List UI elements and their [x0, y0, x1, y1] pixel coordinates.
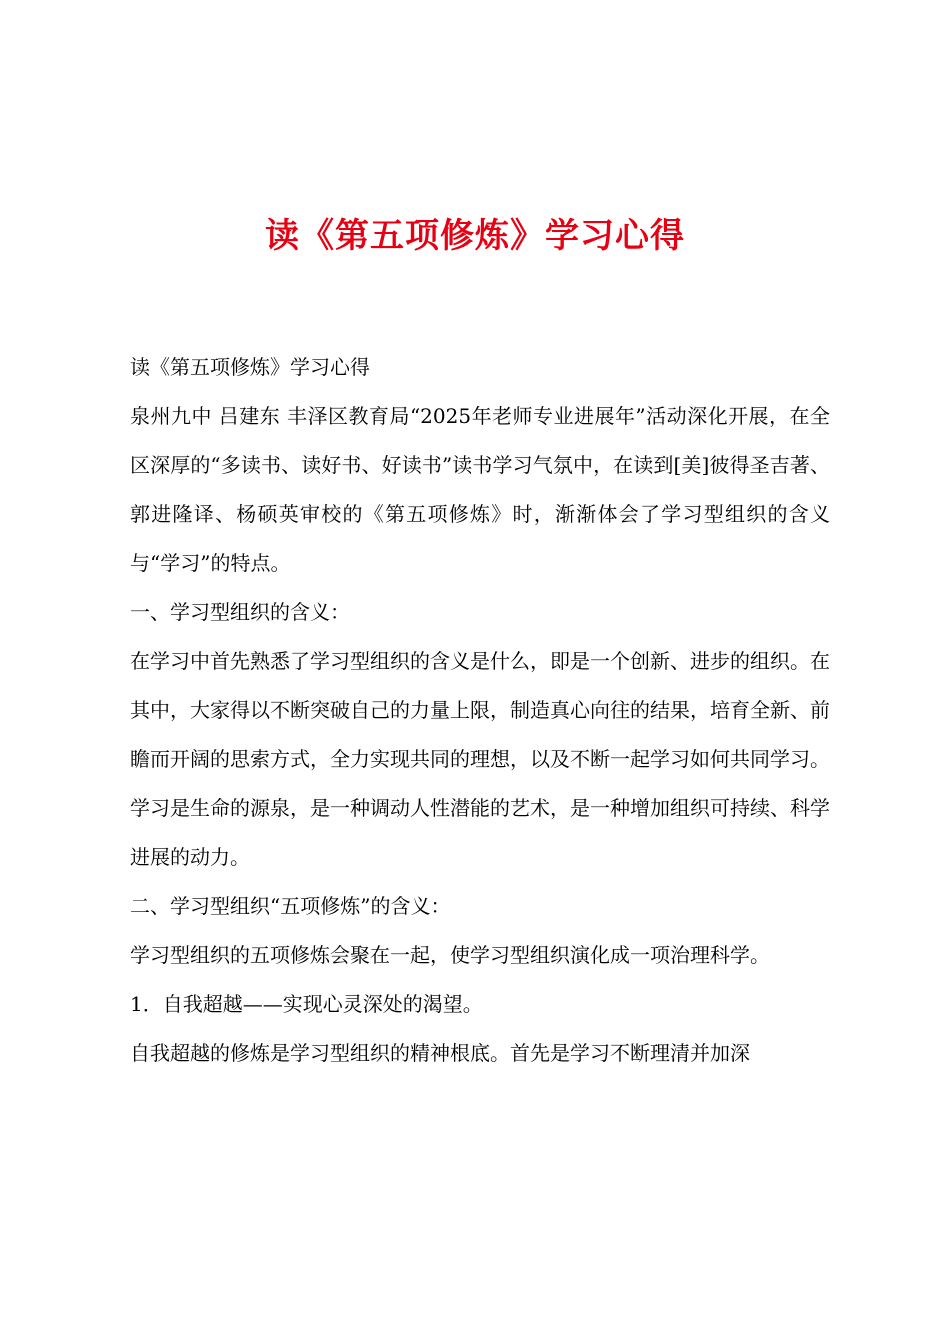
section-heading-1: 一、学习型组织的含义：: [130, 600, 350, 624]
paragraph-definition: 在学习中首先熟悉了学习型组织的含义是什么，即是一个创新、进步的组织。在其中，大家得以不断突破自己的力量上限，制造真心向往的结果，培育全新、前瞻而开阔的思索方式，全力实现共同的理想，以及不断一起学习如何共同学习。学习是生命的源泉，是一种调动人性潜能的艺术，是一种增加组织可持续、科学进展的动力。: [130, 649, 830, 869]
document-body: [130, 343, 830, 1078]
paragraph-self-mastery: 自我超越的修炼是学习型组织的精神根底。首先是学习不断理清并加深: [130, 1041, 750, 1065]
paragraph-five-disciplines: 学习型组织的五项修炼会聚在一起，使学习型组织演化成一项治理科学。: [130, 943, 770, 967]
subsection-heading-1: 1．自我超越——实现心灵深处的渴望。: [130, 992, 483, 1016]
paragraph-intro: 泉州九中 吕建东 丰泽区教育局“2025年老师专业进展年”活动深化开展，在全区深厚的“多读书、读好书、好读书”读书学习气氛中，在读到[美]彼得圣吉著、郭进隆译、杨硕英审校的《第五项修炼》时，渐渐体会了学习型组织的含义与“学习”的特点。: [130, 404, 830, 575]
document-title: 读《第五项修炼》学习心得: [265, 216, 685, 256]
section-heading-2: 二、学习型组织“五项修炼”的含义：: [130, 894, 451, 918]
paragraph-subtitle: 读《第五项修炼》学习心得: [130, 355, 370, 379]
